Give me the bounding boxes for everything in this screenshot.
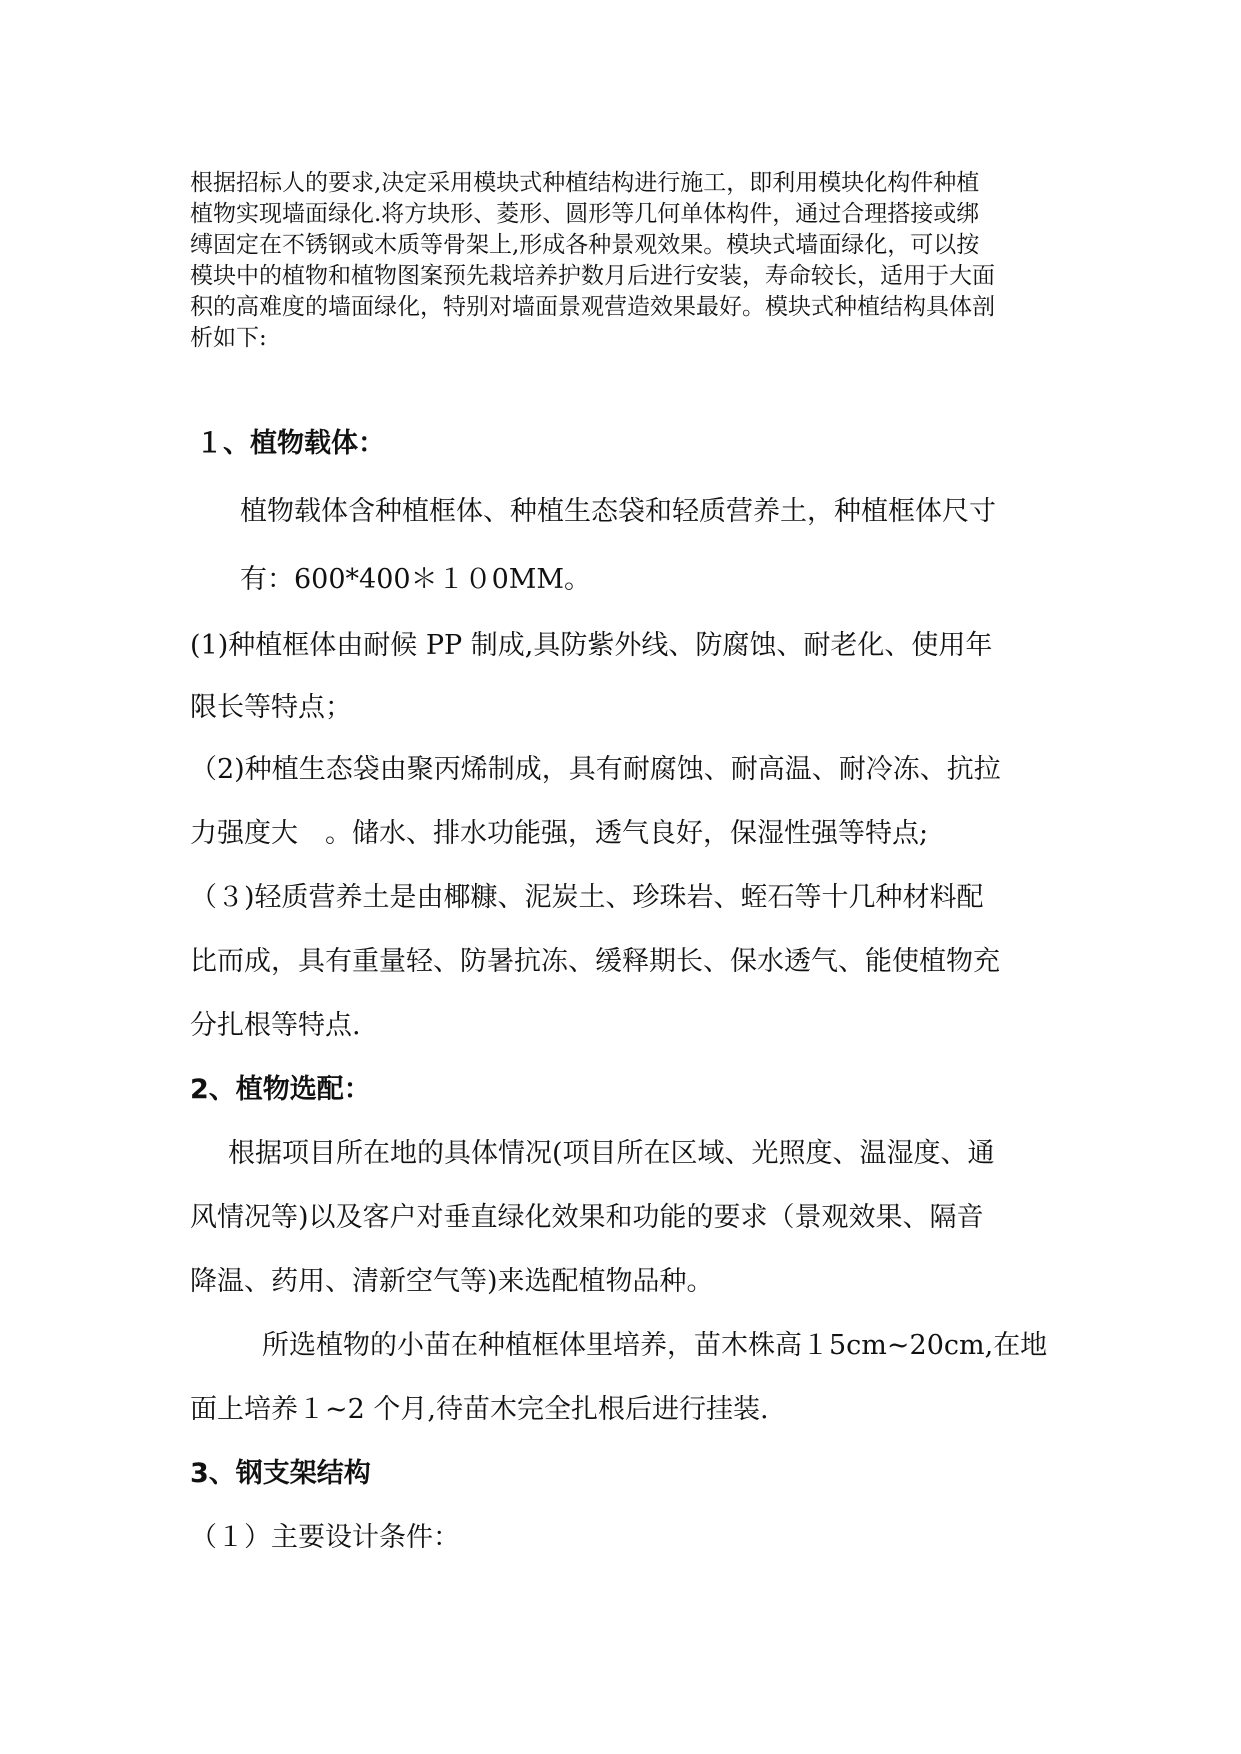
paragraph-line: (1)种植框体由耐候 PP 制成,具防紫外线、防腐蚀、耐老化、使用年: [190, 630, 993, 661]
intro-line: 积的高难度的墙面绿化，特别对墙面景观营造效果最好。模块式种植结构具体剖: [190, 294, 995, 320]
paragraph-line: 风情况等)以及客户对垂直绿化效果和功能的要求（景观效果、隔音: [190, 1202, 984, 1233]
paragraph-line: （2)种植生态袋由聚丙烯制成，具有耐腐蚀、耐高温、耐冷冻、抗拉: [190, 754, 1001, 785]
paragraph-line: 分扎根等特点.: [190, 1010, 361, 1041]
intro-line: 缚固定在不锈钢或木质等骨架上,形成各种景观效果。模块式墙面绿化，可以按: [190, 232, 980, 258]
paragraph-line: 限长等特点；: [190, 692, 352, 723]
intro-line: 根据招标人的要求,决定采用模块式种植结构进行施工，即利用模块化构件种植: [190, 170, 980, 196]
section-heading: 2、植物选配：: [190, 1074, 371, 1105]
intro-line: 植物实现墙面绿化.将方块形、菱形、圆形等几何单体构件，通过合理搭接或绑: [190, 201, 980, 227]
paragraph-line: （３)轻质营养土是由椰糠、泥炭土、珍珠岩、蛭石等十几种材料配: [190, 882, 984, 913]
paragraph-line: 比而成，具有重量轻、防暑抗冻、缓释期长、保水透气、能使植物充: [190, 946, 1000, 977]
paragraph-line: 有：600*400＊１０0MM。: [240, 564, 592, 595]
paragraph-line: 力强度大 。储水、排水功能强，透气良好，保湿性强等特点;: [190, 818, 929, 849]
intro-line: 析如下:: [190, 325, 267, 351]
section-heading: １、植物载体：: [196, 428, 385, 459]
section-heading: 3、钢支架结构: [190, 1458, 371, 1489]
paragraph-line: 面上培养１~2 个月,待苗木完全扎根后进行挂装.: [190, 1394, 769, 1425]
paragraph-line: 降温、药用、清新空气等)来选配植物品种。: [190, 1266, 714, 1297]
paragraph-line: 植物载体含种植框体、种植生态袋和轻质营养土，种植框体尺寸: [240, 496, 996, 527]
paragraph-line: 所选植物的小苗在种植框体里培养，苗木株高１5cm~20cm,在地: [262, 1330, 1048, 1361]
intro-line: 模块中的植物和植物图案预先栽培养护数月后进行安装，寿命较长，适用于大面: [190, 263, 995, 289]
paragraph-line: （１）主要设计条件：: [190, 1522, 460, 1553]
paragraph-line: 根据项目所在地的具体情况(项目所在区域、光照度、温湿度、通: [228, 1138, 995, 1169]
